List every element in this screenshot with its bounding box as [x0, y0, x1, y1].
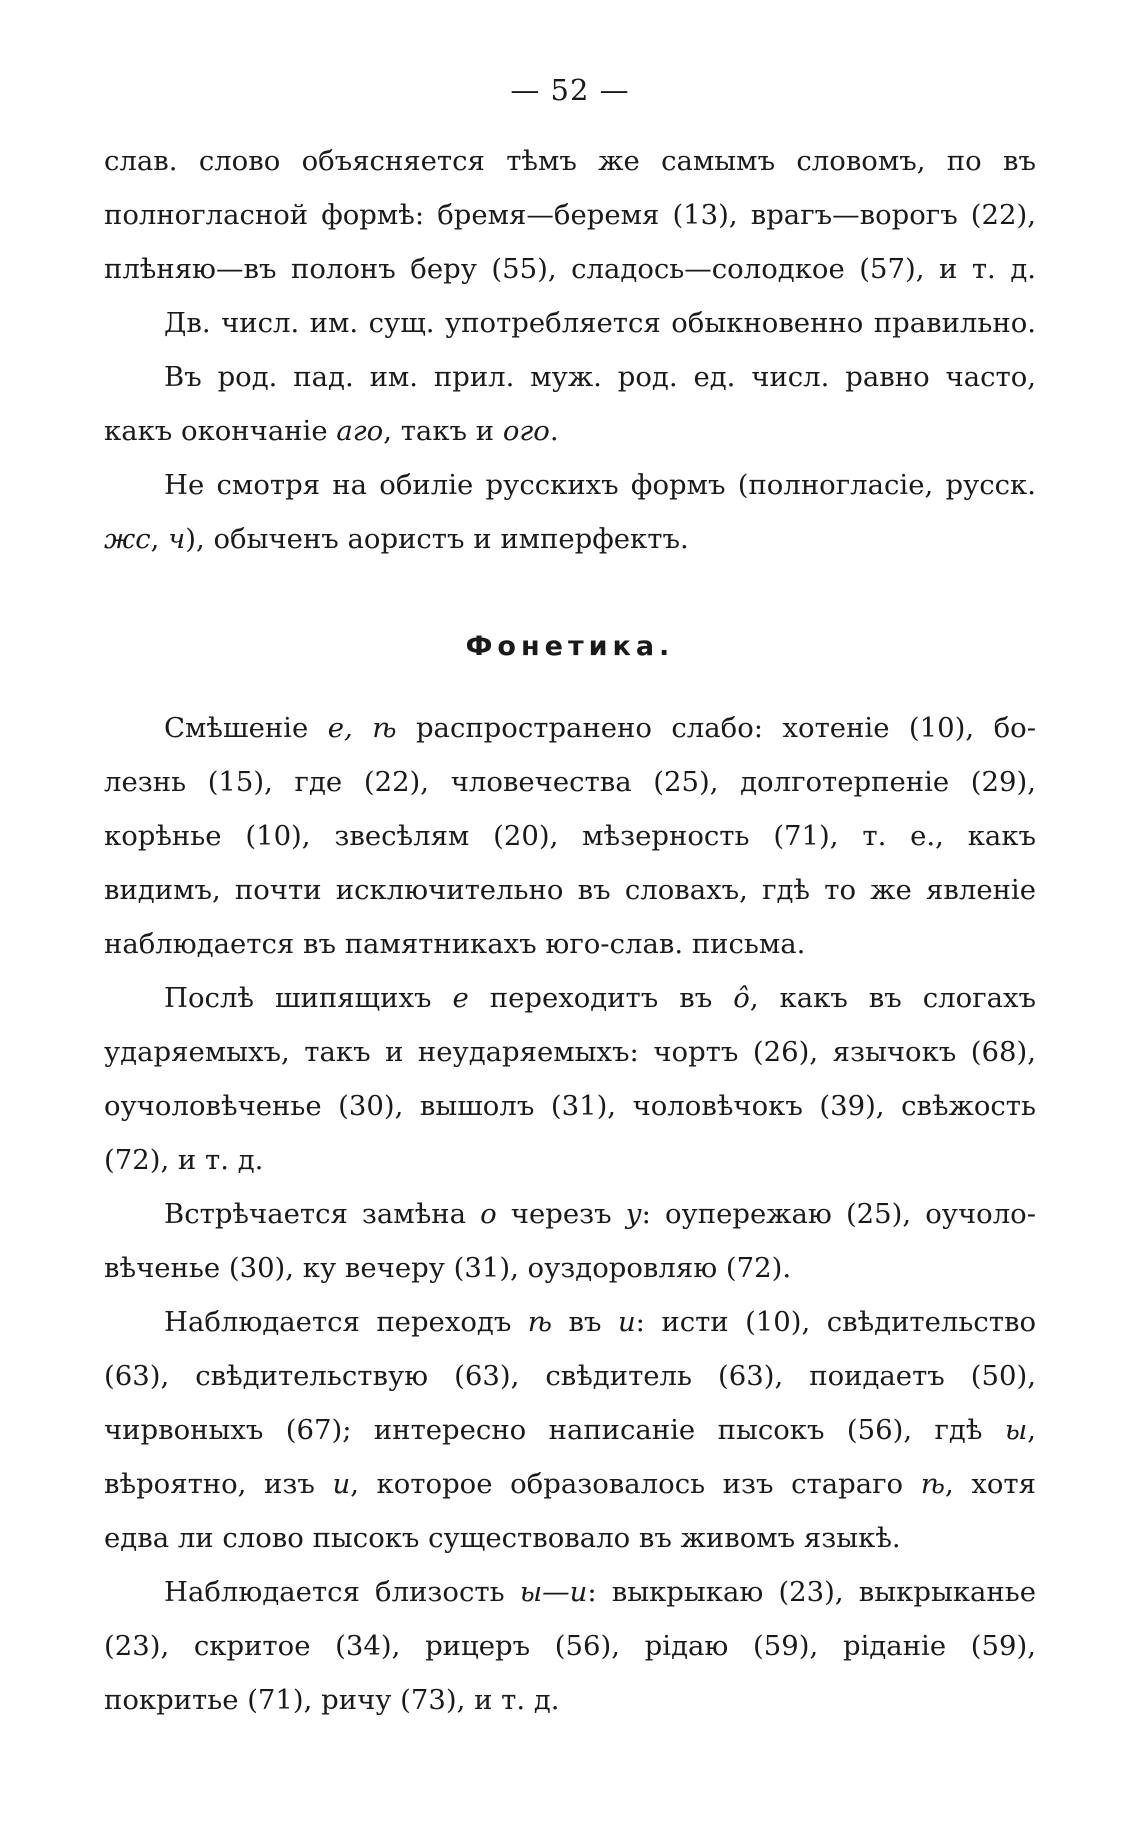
text-line: плѣняю—въ полонъ беру (55), сладось—солодкое (57), и т. д.	[104, 253, 1036, 285]
text-line: наблюдается въ памятникахъ юго-слав. письма.	[104, 928, 806, 960]
text-line	[104, 1403, 1036, 1457]
text-line	[104, 1457, 1036, 1511]
text-line: вѣченье (30), ку вечеру (31), оуздоровляю (72).	[104, 1252, 792, 1284]
text-segment: , какъ въ слогахъ	[749, 982, 1037, 1014]
text-line	[104, 512, 1036, 566]
italic-segment: ѣ	[920, 1468, 945, 1500]
page	[104, 70, 1036, 1727]
text-line: (72), и т. д.	[104, 1144, 264, 1176]
text-segment: ), обыченъ аористъ и имперфектъ.	[185, 523, 689, 555]
text-line: ударяемыхъ, такъ и неударяемыхъ: чортъ (26), язычокъ (68),	[104, 1036, 1036, 1068]
text-segment: : выкрыкаю (23), выкрыканье	[587, 1576, 1036, 1608]
text-line: Въ род. пад. им. прил. муж. род. ед. числ. равно часто,	[164, 361, 1036, 393]
section-paragraph-5	[104, 1565, 1036, 1727]
text-segment: переходитъ въ	[489, 982, 713, 1014]
italic-segment: аго	[336, 415, 384, 447]
text-segment: Встрѣчается замѣна	[164, 1198, 467, 1230]
italic-segment: ѣ	[527, 1306, 553, 1338]
section-paragraph-1	[104, 701, 1036, 971]
text-segment: , хотя	[945, 1468, 1036, 1500]
text-line: полногласной формѣ: бремя—беремя (13), врагъ—ворогъ (22),	[104, 199, 1036, 231]
text-line: Не смотря на обиліе русскихъ формъ (полногласіе, русск.	[164, 469, 1036, 501]
text-line: едва ли слово пысокъ существовало въ живомъ языкѣ.	[104, 1522, 901, 1554]
section-title: Фонетика.	[465, 631, 675, 662]
text-line	[104, 971, 1036, 1025]
text-line	[104, 404, 1036, 458]
section-paragraph-2	[104, 971, 1036, 1187]
text-segment: Смѣшеніе	[164, 712, 309, 744]
text-segment: чирвоныхъ (67); интересно написаніе пысокъ (56), гдѣ	[104, 1414, 983, 1446]
text-line: оучоловѣченье (30), вышолъ (31), чоловѣчокъ (39), свѣжость	[104, 1090, 1036, 1122]
text-line: слав. слово объясняется тѣмъ же самымъ словомъ, по въ	[104, 145, 1036, 177]
text-line	[104, 1295, 1036, 1349]
text-segment: распространено слабо: хотеніе (10), бо-	[415, 712, 1036, 744]
italic-segment: е	[452, 982, 469, 1014]
paragraph-2	[104, 296, 1036, 350]
text-line	[104, 1187, 1036, 1241]
text-segment: вѣроятно, изъ	[104, 1468, 315, 1500]
text-line: лезнь (15), где (22), чловечества (25), долготерпеніе (29),	[104, 766, 1036, 798]
text-line: Дв. числ. им. сущ. употребляется обыкновенно правильно.	[164, 307, 1036, 339]
italic-segment: ы—и	[519, 1576, 588, 1608]
text-segment: : оупережаю (25), оучоло-	[641, 1198, 1037, 1230]
text-segment: , такъ и	[383, 415, 495, 447]
text-line: покритье (71), ричу (73), и т. д.	[104, 1684, 560, 1716]
paragraph-4	[104, 458, 1036, 566]
text-segment: , которое образовалось изъ стараго	[350, 1468, 904, 1500]
text-line	[104, 1565, 1036, 1619]
italic-segment: и	[332, 1468, 351, 1500]
text-line: корѣнье (10), звесѣлям (20), мѣзерность (71), т. е., какъ	[104, 820, 1036, 852]
text-segment: Послѣ шипящихъ	[164, 982, 432, 1014]
page-number: — 52 —	[510, 73, 630, 107]
paragraph-3	[104, 350, 1036, 458]
text-segment: въ	[568, 1306, 602, 1338]
italic-segment: у	[625, 1198, 642, 1230]
italic-segment: ч	[168, 523, 186, 555]
italic-segment: ого	[502, 415, 550, 447]
text-segment: какъ окончаніе	[104, 415, 328, 447]
italic-segment: жс	[104, 523, 151, 555]
section-paragraph-3	[104, 1187, 1036, 1295]
text-line: (23), скритое (34), рицеръ (56), рідаю (59), ріданіе (59),	[104, 1630, 1036, 1662]
section-paragraph-4	[104, 1295, 1036, 1565]
text-line: (63), свѣдительствую (63), свѣдитель (63), поидаетъ (50),	[104, 1360, 1036, 1392]
italic-segment: ô	[733, 982, 750, 1014]
text-segment: Наблюдается близость	[164, 1576, 505, 1608]
text-line	[104, 701, 1036, 755]
italic-segment: о	[480, 1198, 497, 1230]
text-segment: : исти (10), свѣдительство	[635, 1306, 1037, 1338]
paragraph-1	[104, 134, 1036, 296]
text-segment: .	[549, 415, 559, 447]
italic-segment: ы	[1004, 1414, 1028, 1446]
italic-segment: и	[617, 1306, 636, 1338]
text-segment: ,	[150, 523, 160, 555]
text-line: видимъ, почти исключительно въ словахъ, гдѣ то же явленіе	[104, 874, 1036, 906]
text-segment: черезъ	[510, 1198, 612, 1230]
text-segment: Наблюдается переходъ	[164, 1306, 512, 1338]
italic-segment: е, ѣ	[327, 712, 397, 744]
text-segment: ,	[1027, 1414, 1036, 1446]
